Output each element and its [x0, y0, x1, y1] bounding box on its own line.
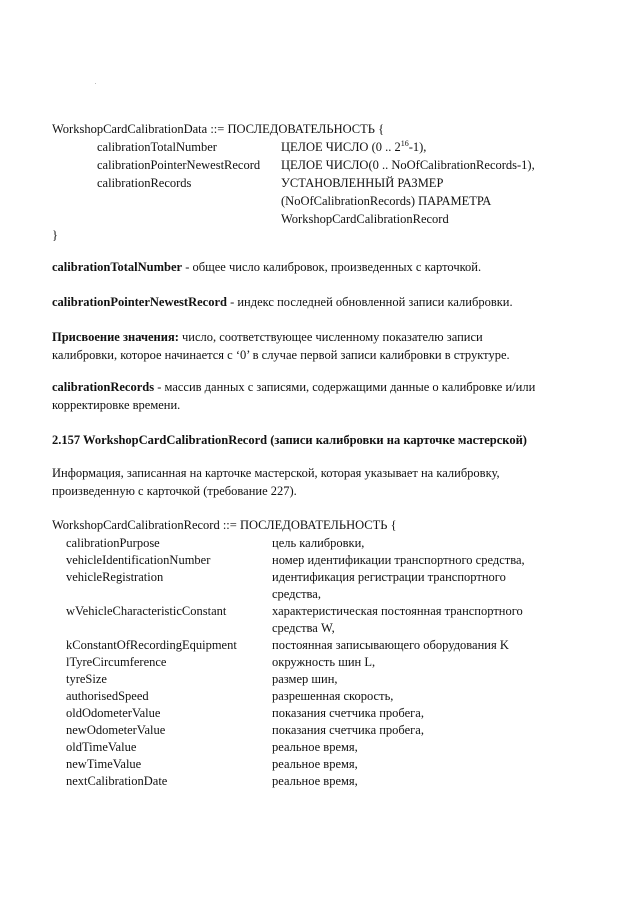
- section-intro: Информация, записанная на карточке мастерской, которая указывает на калибровку,: [52, 466, 500, 480]
- record-field-desc: идентификация регистрации транспортного: [272, 570, 506, 584]
- record-field-desc: постоянная записывающего оборудования K: [272, 638, 509, 652]
- record-field-desc: окружность шин L,: [272, 655, 376, 669]
- record-field-name: wVehicleCharacteristicConstant: [66, 604, 227, 618]
- record-field-desc: цель калибровки,: [272, 536, 365, 550]
- description-total-number: calibrationTotalNumber - общее число калибровок, произведенных с карточкой.: [52, 260, 482, 274]
- field-type: ЦЕЛОЕ ЧИСЛО(0 .. NoOfCalibrationRecords-1),: [281, 158, 535, 172]
- record-field-name: authorisedSpeed: [66, 689, 149, 703]
- field-name: calibrationTotalNumber: [97, 140, 217, 154]
- record-field-desc: показания счетчика пробега,: [272, 706, 424, 720]
- section-intro-cont: произведенную с карточкой (требование 227).: [52, 484, 297, 498]
- record-field-desc: реальное время,: [272, 774, 358, 788]
- description-records: calibrationRecords - массив данных с записями, содержащими данные о калибровке и/или: [52, 380, 536, 394]
- record-field-name: newOdometerValue: [66, 723, 166, 737]
- scan-speck: [95, 83, 96, 84]
- value-assignment: Присвоение значения: число, соответствующее численному показателю записи: [52, 330, 483, 344]
- calibration-data-declaration: WorkshopCardCalibrationData ::= ПОСЛЕДОВАТЕЛЬНОСТЬ {: [52, 122, 385, 136]
- record-field-name: vehicleIdentificationNumber: [66, 553, 211, 567]
- field-name: calibrationPointerNewestRecord: [97, 158, 261, 172]
- record-field-name: newTimeValue: [66, 757, 142, 771]
- field-type: WorkshopCardCalibrationRecord: [281, 212, 449, 226]
- record-field-desc: реальное время,: [272, 740, 358, 754]
- field-name: calibrationRecords: [97, 176, 192, 190]
- closing-brace: }: [52, 228, 58, 242]
- record-field-name: vehicleRegistration: [66, 570, 164, 584]
- record-field-name: tyreSize: [66, 672, 107, 686]
- record-field-name: oldOdometerValue: [66, 706, 161, 720]
- record-field-name: oldTimeValue: [66, 740, 137, 754]
- record-field-desc-cont: средства,: [272, 587, 321, 601]
- section-heading: 2.157 WorkshopCardCalibrationRecord (записи калибровки на карточке мастерской): [52, 433, 527, 447]
- record-field-name: lTyreCircumference: [66, 655, 167, 669]
- record-field-desc: реальное время,: [272, 757, 358, 771]
- record-field-name: nextCalibrationDate: [66, 774, 168, 788]
- field-type: (NoOfCalibrationRecords) ПАРАМЕТРА: [281, 194, 492, 208]
- description-pointer: calibrationPointerNewestRecord - индекс последней обновленной записи калибровки.: [52, 295, 513, 309]
- record-field-desc: показания счетчика пробега,: [272, 723, 424, 737]
- record-field-desc: номер идентификации транспортного средства,: [272, 553, 525, 567]
- field-type: УСТАНОВЛЕННЫЙ РАЗМЕР: [281, 176, 444, 190]
- record-field-desc-cont: средства W,: [272, 621, 335, 635]
- value-assignment-cont: калибровки, которое начинается с ‘0’ в случае первой записи калибровки в структуре.: [52, 348, 510, 362]
- field-type: ЦЕЛОЕ ЧИСЛО (0 .. $2^{16}-1$),: [281, 139, 427, 154]
- description-records-cont: корректировке времени.: [52, 398, 181, 412]
- calibration-record-declaration: WorkshopCardCalibrationRecord ::= ПОСЛЕДОВАТЕЛЬНОСТЬ {: [52, 518, 397, 532]
- record-field-desc: размер шин,: [272, 672, 338, 686]
- record-field-desc: разрешенная скорость,: [272, 689, 394, 703]
- record-field-name: kConstantOfRecordingEquipment: [66, 638, 237, 652]
- record-field-name: calibrationPurpose: [66, 536, 160, 550]
- record-field-desc: характеристическая постоянная транспортного: [272, 604, 523, 618]
